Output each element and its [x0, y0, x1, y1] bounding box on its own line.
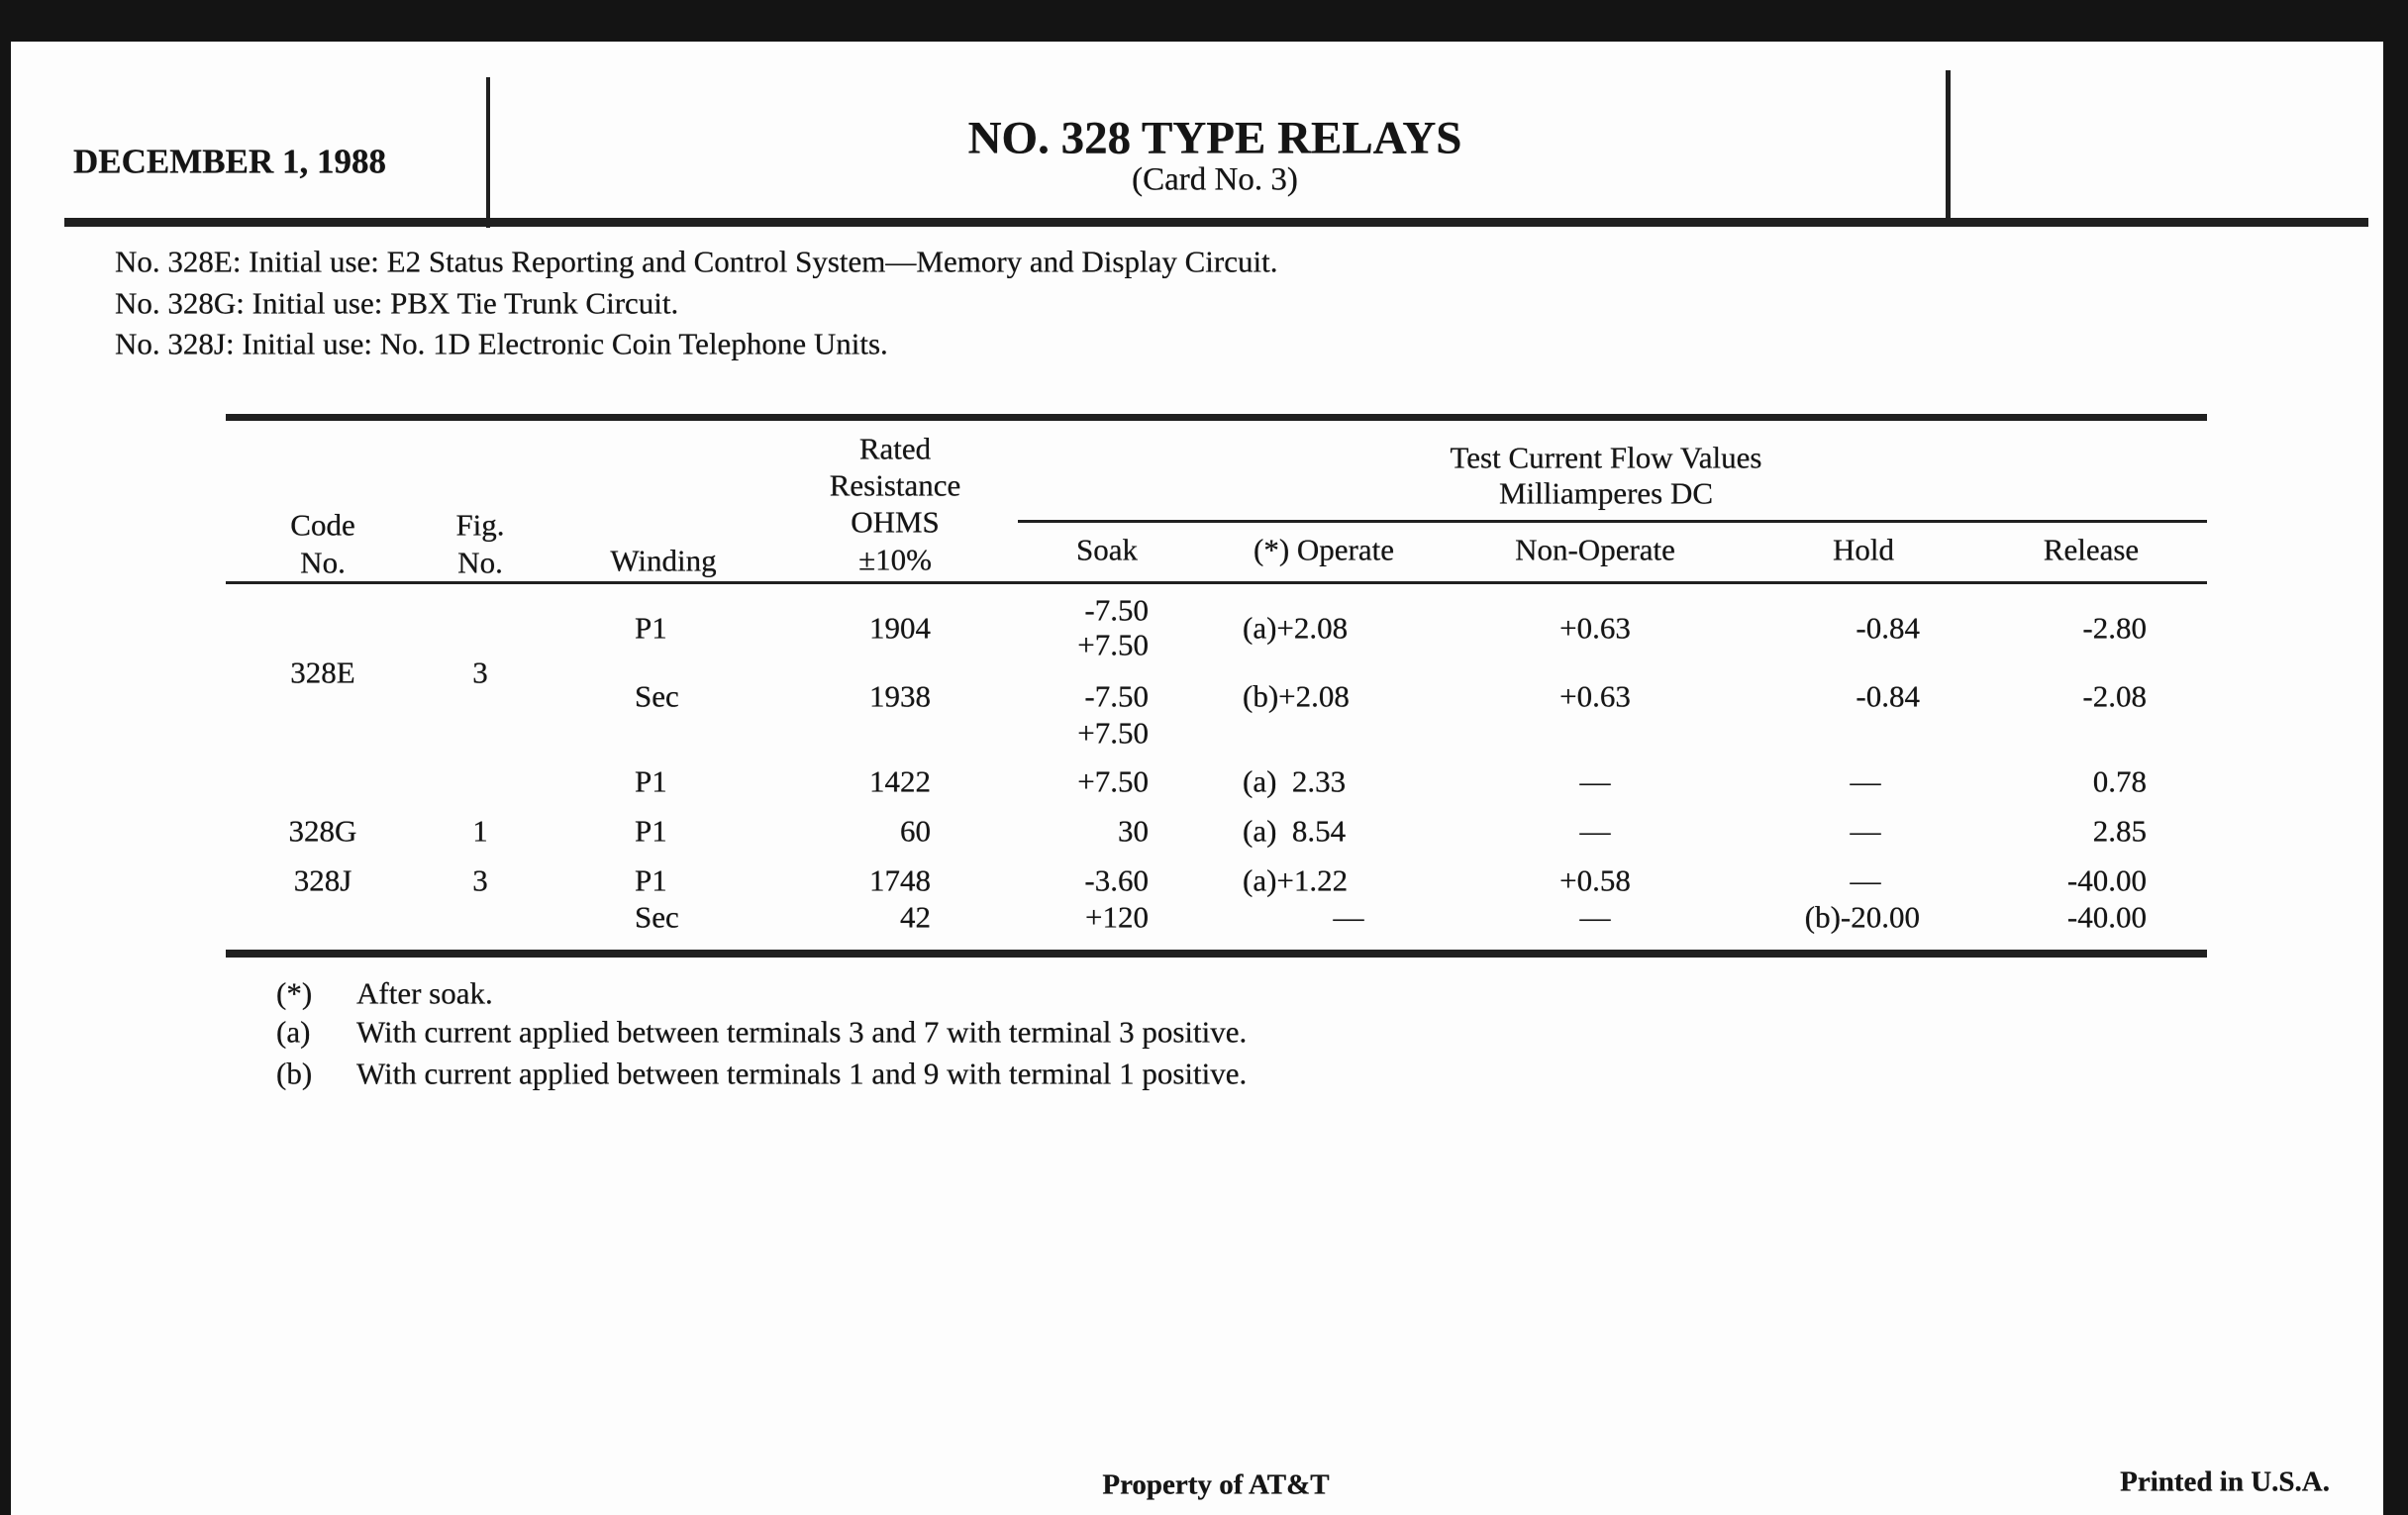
resistance-cell: 1422 — [869, 763, 931, 799]
header-rule — [64, 218, 2368, 227]
resistance-cell: 1904 — [869, 610, 931, 646]
winding-cell: P1 — [635, 813, 667, 849]
footer-printed: Printed in U.S.A. — [2120, 1465, 2330, 1498]
winding-cell: Sec — [635, 899, 679, 935]
operate-cell: — — [1333, 899, 1364, 935]
soak-cell: -7.50 — [1084, 592, 1149, 628]
header-resistance: Resistance — [829, 467, 961, 503]
header-group: Milliamperes DC — [1498, 475, 1714, 511]
non-operate-cell: — — [1579, 813, 1611, 849]
fig-cell: 3 — [472, 655, 488, 690]
note-328j: No. 328J: Initial use: No. 1D Electronic Coin Telephone Units. — [115, 326, 888, 361]
soak-cell: 30 — [1118, 813, 1149, 849]
hold-cell: — — [1850, 813, 1881, 849]
header-divider-left — [486, 77, 490, 228]
footnote-mark: (a) — [276, 1014, 311, 1050]
scan-border-left — [0, 0, 11, 1515]
hold-cell: — — [1850, 862, 1881, 898]
operate-cell: (a)+2.08 — [1243, 610, 1349, 646]
scan-border-right — [2383, 0, 2408, 1515]
footnote-text: With current applied between terminals 1 and 9 with terminal 1 positive. — [356, 1056, 1248, 1091]
fig-cell: 3 — [472, 862, 488, 898]
hold-cell: -0.84 — [1856, 678, 1920, 714]
resistance-cell: 42 — [900, 899, 931, 935]
release-cell: -40.00 — [2066, 899, 2147, 935]
release-cell: -2.80 — [2082, 610, 2147, 646]
soak-cell: -3.60 — [1084, 862, 1149, 898]
hold-cell: — — [1850, 763, 1881, 799]
table-bottom-rule — [226, 950, 2207, 958]
release-cell: -40.00 — [2066, 862, 2147, 898]
resistance-cell: 60 — [900, 813, 931, 849]
table-top-rule — [226, 414, 2207, 421]
non-operate-cell: — — [1579, 763, 1611, 799]
header-code: No. — [300, 545, 346, 580]
hold-cell: -0.84 — [1856, 610, 1920, 646]
header-non-operate: Non-Operate — [1515, 532, 1675, 567]
resistance-cell: 1748 — [869, 862, 931, 898]
header-winding: Winding — [610, 543, 717, 578]
non-operate-cell: +0.63 — [1559, 678, 1631, 714]
footnote-text: After soak. — [356, 975, 493, 1011]
winding-cell: Sec — [635, 678, 679, 714]
non-operate-cell: +0.63 — [1559, 610, 1631, 646]
footnote-mark: (*) — [276, 975, 313, 1011]
release-cell: 2.85 — [2092, 813, 2147, 849]
release-cell: 0.78 — [2092, 763, 2147, 799]
operate-cell: (a)+1.22 — [1243, 862, 1349, 898]
header-bottom-rule — [226, 581, 2207, 584]
note-328g: No. 328G: Initial use: PBX Tie Trunk Circuit. — [115, 285, 679, 321]
non-operate-cell: — — [1579, 899, 1611, 935]
header-operate: (*) Operate — [1254, 532, 1394, 567]
soak-cell: +120 — [1085, 899, 1149, 935]
header-hold: Hold — [1833, 532, 1894, 567]
code-cell: 328G — [288, 813, 357, 849]
scan-border-top — [0, 0, 2408, 42]
header-fig: No. — [457, 545, 503, 580]
winding-cell: P1 — [635, 862, 667, 898]
non-operate-cell: +0.58 — [1559, 862, 1631, 898]
header-fig: Fig. — [455, 507, 505, 543]
code-cell: 328J — [293, 862, 352, 898]
operate-cell: (a) 2.33 — [1243, 763, 1347, 799]
footer-property: Property of AT&T — [1102, 1468, 1330, 1501]
operate-cell: (b)+2.08 — [1243, 678, 1350, 714]
note-328e: No. 328E: Initial use: E2 Status Reporting and Control System—Memory and Display Circuit. — [115, 244, 1278, 279]
release-cell: -2.08 — [2082, 678, 2147, 714]
header-resistance: Rated — [858, 431, 932, 466]
soak-cell: +7.50 — [1077, 627, 1149, 662]
code-cell: 328E — [290, 655, 355, 690]
header-release: Release — [2043, 532, 2140, 567]
footnote-mark: (b) — [276, 1056, 313, 1091]
page-title: NO. 328 TYPE RELAYS — [967, 112, 1462, 164]
header-resistance: ±10% — [858, 542, 932, 577]
header-code: Code — [290, 507, 355, 543]
operate-cell: (a) 8.54 — [1243, 813, 1347, 849]
resistance-cell: 1938 — [869, 678, 931, 714]
hold-cell: (b)-20.00 — [1804, 899, 1920, 935]
soak-cell: +7.50 — [1077, 715, 1149, 751]
winding-cell: P1 — [635, 610, 667, 646]
footnote-text: With current applied between terminals 3 and 7 with terminal 3 positive. — [356, 1014, 1248, 1050]
card-number: (Card No. 3) — [1132, 161, 1298, 198]
date: DECEMBER 1, 1988 — [73, 142, 386, 181]
winding-cell: P1 — [635, 763, 667, 799]
header-soak: Soak — [1076, 532, 1138, 567]
header-divider-right — [1946, 70, 1951, 219]
soak-cell: +7.50 — [1077, 763, 1149, 799]
header-group: Test Current Flow Values — [1450, 440, 1762, 475]
group-header-rule — [1018, 520, 2207, 523]
fig-cell: 1 — [472, 813, 488, 849]
header-resistance: OHMS — [851, 504, 940, 540]
soak-cell: -7.50 — [1084, 678, 1149, 714]
